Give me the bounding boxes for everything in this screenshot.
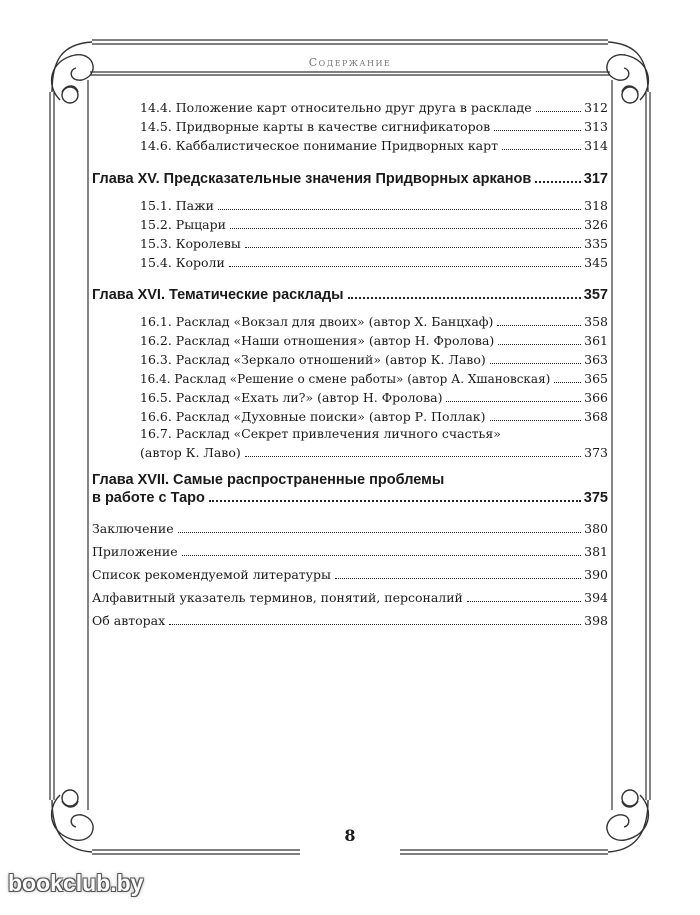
toc-entry [92,371,608,386]
leader-dots [498,343,581,345]
toc-entry-label: 15.2. Рыцари [140,217,226,232]
toc-entry [92,138,608,153]
toc-entry [92,567,608,582]
toc-entry-label: Заключение [92,521,174,536]
toc-entry-label: 15.3. Королевы [140,236,241,251]
toc-entry-page: 358 [584,314,608,329]
toc-entry [92,314,608,329]
toc-chapter-page: 317 [583,171,608,187]
toc-chapter-label: в работе с Таро [92,490,205,506]
toc-entry-page: 313 [584,119,608,134]
leader-dots [245,455,581,457]
toc-entry [92,544,608,559]
toc-entry-page: 380 [584,521,608,536]
leader-dots [178,531,582,533]
watermark: bookclub.by [8,870,144,896]
toc-entry [92,100,608,115]
toc-entry-label: 16.4. Расклад «Решение о смене работы» (автор А. Хшановская) [140,372,551,386]
toc-entry-page: 345 [584,255,608,270]
toc-entry [92,390,608,405]
leader-dots [490,362,581,364]
toc-entry-label: Приложение [92,544,178,559]
toc-entry-page: 326 [584,217,608,232]
toc-entry-label: 16.6. Расклад «Духовные поиски» (автор Р. Поллак) [140,409,486,424]
toc-entry-page: 361 [584,333,608,348]
toc-chapter-page: 375 [583,490,608,506]
toc-entry-page: 314 [584,138,608,153]
toc-entry-label: 14.5. Придворные карты в качестве сигнификаторов [140,119,491,134]
toc-entry [92,590,608,605]
toc-entry-page: 366 [584,390,608,405]
toc-entry-label: (автор К. Лаво) [140,445,241,460]
toc-entry-label: 15.1. Пажи [140,198,214,213]
leader-dots [182,554,581,556]
toc-entry-page: 363 [584,352,608,367]
toc-entry [92,217,608,232]
toc-entry-label: 14.6. Каббалистическое понимание Придворных карт [140,138,499,153]
page-number: 8 [344,826,356,845]
leader-dots [229,265,581,267]
toc-entry [92,613,608,628]
toc-entry-page: 394 [584,590,608,605]
toc-entry-label: 16.1. Расклад «Вокзал для двоих» (автор Х. Банцхаф) [140,314,494,329]
toc-entry-page: 318 [584,198,608,213]
leader-dots [218,208,581,210]
toc-entry-page: 390 [584,567,608,582]
toc-chapter-page: 357 [583,287,608,303]
leader-dots [497,324,581,326]
toc-entry [92,236,608,251]
leader-dots [348,296,581,299]
toc-entry [92,119,608,134]
toc-entry-label: 16.5. Расклад «Ехать ли?» (автор Н. Фролова) [140,390,443,405]
toc-chapter [92,490,608,506]
toc-entry-page: 368 [584,409,608,424]
toc-entry-page: 373 [584,445,608,460]
leader-dots [335,577,581,579]
toc-chapter-label: Глава XV. Предсказательные значения Придворных арканов [92,171,532,187]
toc-entry-label: 16.3. Расклад «Зеркало отношений» (автор К. Лаво) [140,352,486,367]
toc-entry-label: 14.4. Положение карт относительно друг друга в раскладе [140,100,532,115]
leader-dots [502,148,581,150]
leader-dots [245,246,581,248]
toc-entry-label: Об авторах [92,613,166,628]
leader-dots [536,110,581,112]
toc-entry-page: 381 [584,544,608,559]
toc-entry-label: 16.2. Расклад «Наши отношения» (автор Н. Фролова) [140,333,495,348]
toc-entry-page: 398 [584,613,608,628]
leader-dots [230,227,581,229]
toc-chapter [92,287,608,303]
toc-chapter [92,171,608,187]
toc-entry [92,333,608,348]
toc-entry [92,352,608,367]
toc-entry [92,521,608,536]
toc-chapter-label: Глава XVII. Самые распространенные проблемы [92,472,445,488]
leader-dots [446,400,581,402]
toc-entry-page: 335 [584,236,608,251]
leader-dots [490,419,582,421]
toc-entry [92,198,608,213]
toc-entry [92,445,608,460]
leader-dots [554,381,581,383]
toc-entry-label: 15.4. Короли [140,255,225,270]
toc-chapter-label: Глава XVI. Тематические расклады [92,287,344,303]
leader-dots [467,600,581,602]
toc-entry-label: Список рекомендуемой литературы [92,567,331,582]
running-header: Содержание [308,56,392,69]
leader-dots [169,623,581,625]
toc-entry [92,255,608,270]
toc-entry-label: Алфавитный указатель терминов, понятий, персоналий [92,590,463,605]
leader-dots [494,129,581,131]
toc-entry-page: 365 [584,371,608,386]
leader-dots [209,499,581,502]
toc-entry-page: 312 [584,100,608,115]
toc-entry [92,409,608,424]
leader-dots [535,180,580,183]
toc-entry-label: 16.7. Расклад «Секрет привлечения личного счастья» [140,426,501,441]
